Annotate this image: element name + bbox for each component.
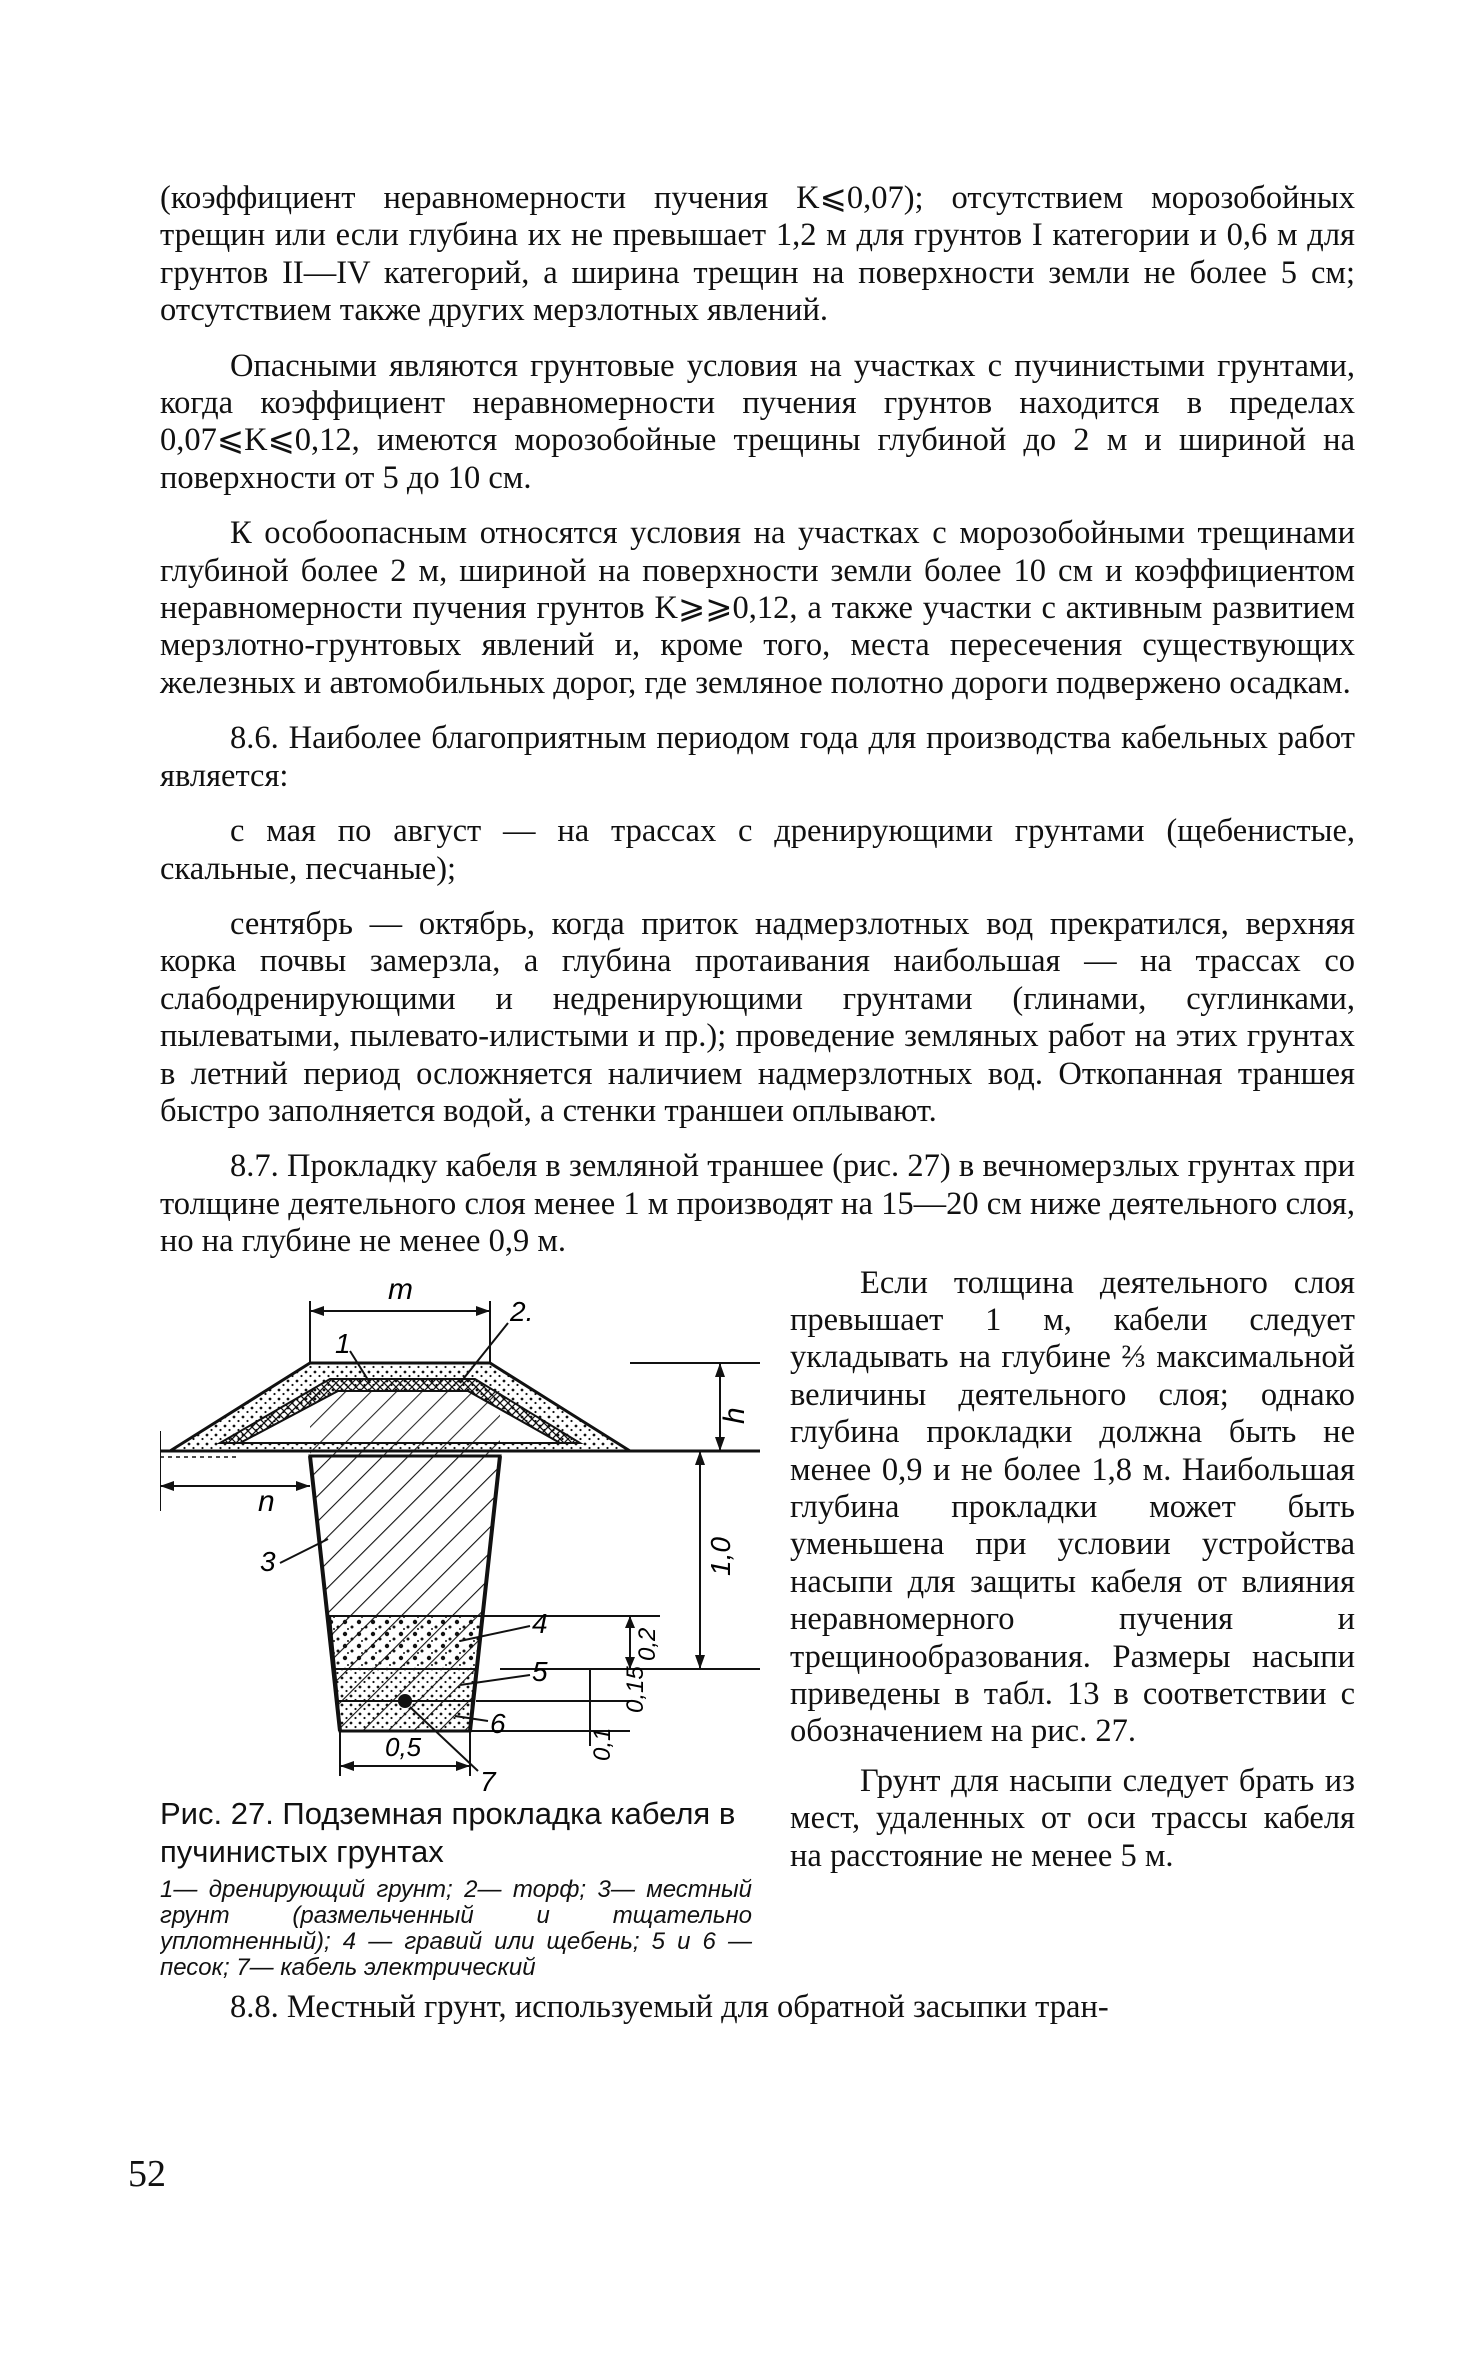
paragraph-8-8: 8.8. Местный грунт, используемый для обратной засыпки тран- xyxy=(230,1988,1109,2025)
label-0-1: 0,1 xyxy=(589,1727,616,1761)
right-paragraph-2: Грунт для насыпи следует брать из мест, удаленных от оси трассы кабеля на расстояние не менее 5 м. xyxy=(790,1762,1355,1874)
paragraph-8-6: 8.6. Наиболее благоприятным периодом года для производства кабельных работ является: xyxy=(160,720,1355,794)
paragraph-may-august: с мая по август — на трассах с дренирующими грунтами (щебенистые, скальные, песчаные); xyxy=(160,813,1355,887)
label-0-5: 0,5 xyxy=(385,1731,422,1762)
paragraph-2: Опасными являются грунтовые условия на участках с пучинистыми грунтами, когда коэффициент неравномерности пучения грунтов находится в пределах 0,07⩽K⩽0,12, имеются морозобойные трещины глубиной до 2 м и шириной на поверхности от 5 до 10 см. xyxy=(160,347,1355,496)
figure-27 xyxy=(160,1271,762,1981)
paragraph-1: (коэффициент неравномерности пучения K⩽0,07); отсутствием морозобойных трещин или если глубина их не превышает 1,2 м для грунтов I категории и 0,6 м для грунтов II—IV категорий, а ширина трещин на поверхности земли не более 5 см; отсутствием также других мерзлотных явлений. xyxy=(160,180,1355,329)
figure-block xyxy=(160,1265,1355,1987)
figure-caption: Рис. 27. Подземная прокладка кабеля в пучинистых грунтах xyxy=(160,1795,736,1869)
label-2: 2. xyxy=(510,1295,534,1327)
paragraph-3: К особоопасным относятся условия на участках с морозобойными трещинами глубиной более 2 м, шириной на поверхности земли более 10 см и коэффициентом неравномерности пучения грунтов K⩾⩾0,12, а также участки с активным развитием мерзлотно-грунтовых явлений и, кроме того, места пересечения существующих железных и автомобильных дорог, где земляное полотно дороги подвержено осадкам. xyxy=(160,515,1355,701)
label-1: 1 xyxy=(335,1327,351,1359)
right-paragraph-1: Если толщина деятельного слоя превышает 1 м, кабели следует укладывать на глубине ⅔ максимальной величины деятельного слоя; однако глубина прокладки должна быть не менее 0,9 и не более 1,8 м. Наибольшая глубина прокладки может быть уменьшена при условии устройства насыпи для защиты кабеля от влияния неравномерного пучения и трещинообразования. Размеры насыпи приведены в табл. 13 в соответствии с обозначением на рис. 27. xyxy=(790,1264,1355,1750)
figure-legend: 1— дренирующий грунт; 2— торф; 3— местный грунт (размельченный и тщательно уплотненный); 4 — гравий или щебень; 5 и 6 — песок; 7— кабель электрический xyxy=(160,1875,752,1981)
label-n: n xyxy=(258,1484,275,1518)
label-1-0: 1,0 xyxy=(705,1536,736,1576)
electric-cable xyxy=(398,1694,412,1708)
label-4: 4 xyxy=(532,1607,548,1639)
label-m: m xyxy=(388,1272,413,1306)
label-7: 7 xyxy=(480,1765,496,1791)
label-h: h xyxy=(718,1406,751,1424)
gravel-layer xyxy=(330,1616,482,1669)
page-number: 52 xyxy=(128,2153,166,2195)
label-5: 5 xyxy=(532,1655,548,1687)
main-text xyxy=(160,180,1355,2044)
paragraph-september-october: сентябрь — октябрь, когда приток надмерзлотных вод прекратился, верхняя корка почвы замерзла, а глубина протаивания наибольшая — на трассах со слабодренирующими и недренирующими грунтами (глинами, суглинками, пылеватыми, пылевато-илистыми и пр.); проведение земляных работ на этих грунтах в летний период осложняется наличием надмерзлотных вод. Откопанная траншея быстро заполняется водой, а стенки траншеи оплывают. xyxy=(160,905,1355,1129)
trench-diagram xyxy=(160,1271,760,1791)
label-0-15: 0,15 xyxy=(622,1665,649,1713)
label-0-2: 0,2 xyxy=(634,1627,661,1661)
label-6: 6 xyxy=(490,1707,506,1739)
paragraph-8-7: 8.7. Прокладку кабеля в земляной траншее (рис. 27) в вечномерзлых грунтах при толщине деятельного слоя менее 1 м производят на 15—20 см ниже деятельного слоя, но на глубине не менее 0,9 м. xyxy=(160,1148,1355,1260)
label-3: 3 xyxy=(260,1545,276,1577)
